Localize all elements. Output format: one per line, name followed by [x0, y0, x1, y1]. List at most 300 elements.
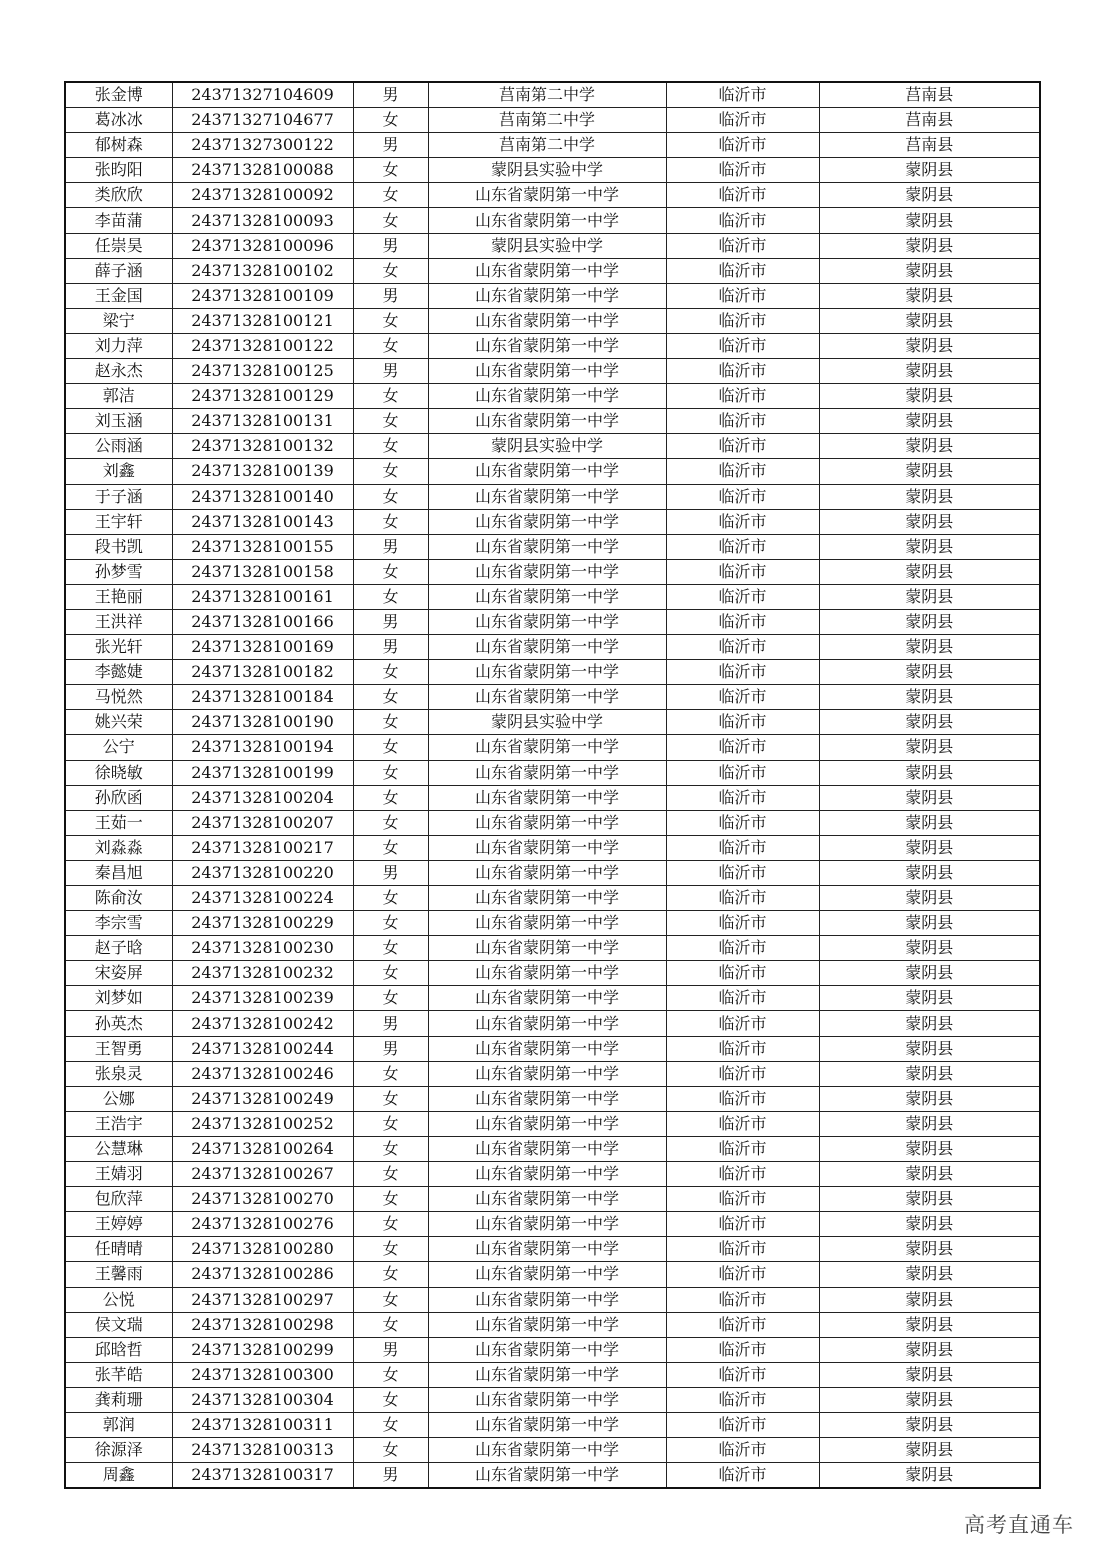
cell-city: 临沂市 [666, 258, 819, 283]
table-row [65, 434, 1040, 459]
table-row [65, 860, 1040, 885]
cell-name: 王金国 [65, 283, 172, 308]
cell-name: 马悦然 [65, 685, 172, 710]
cell-city: 临沂市 [666, 534, 819, 559]
cell-gender: 男 [353, 1337, 428, 1362]
cell-exam-id: 24371328100242 [172, 1011, 353, 1036]
table-row [65, 459, 1040, 484]
cell-name: 薛子涵 [65, 258, 172, 283]
cell-name: 王茹一 [65, 810, 172, 835]
cell-school: 山东省蒙阴第一中学 [428, 785, 666, 810]
cell-county: 蒙阴县 [819, 534, 1040, 559]
cell-name: 王浩宇 [65, 1111, 172, 1136]
cell-name: 陈俞汝 [65, 886, 172, 911]
cell-city: 临沂市 [666, 760, 819, 785]
table-row [65, 559, 1040, 584]
cell-county: 蒙阴县 [819, 559, 1040, 584]
cell-school: 山东省蒙阴第一中学 [428, 660, 666, 685]
table-row [65, 183, 1040, 208]
cell-city: 临沂市 [666, 911, 819, 936]
cell-county: 蒙阴县 [819, 1237, 1040, 1262]
cell-gender: 女 [353, 1287, 428, 1312]
cell-exam-id: 24371328100102 [172, 258, 353, 283]
table-row [65, 685, 1040, 710]
cell-gender: 女 [353, 961, 428, 986]
cell-school: 山东省蒙阴第一中学 [428, 559, 666, 584]
cell-city: 临沂市 [666, 1086, 819, 1111]
cell-school: 山东省蒙阴第一中学 [428, 283, 666, 308]
cell-exam-id: 24371328100199 [172, 760, 353, 785]
cell-school: 山东省蒙阴第一中学 [428, 459, 666, 484]
cell-county: 蒙阴县 [819, 760, 1040, 785]
table-row [65, 534, 1040, 559]
cell-county: 蒙阴县 [819, 208, 1040, 233]
cell-name: 公慧琳 [65, 1136, 172, 1161]
table-body [65, 82, 1040, 1488]
cell-county: 蒙阴县 [819, 509, 1040, 534]
cell-gender: 女 [353, 1237, 428, 1262]
table-row [65, 886, 1040, 911]
cell-city: 临沂市 [666, 1212, 819, 1237]
cell-gender: 男 [353, 133, 428, 158]
cell-exam-id: 24371328100220 [172, 860, 353, 885]
cell-gender: 男 [353, 359, 428, 384]
cell-gender: 男 [353, 1036, 428, 1061]
table-row [65, 1011, 1040, 1036]
table-row [65, 1287, 1040, 1312]
cell-county: 蒙阴县 [819, 384, 1040, 409]
cell-city: 临沂市 [666, 1061, 819, 1086]
cell-name: 公悦 [65, 1287, 172, 1312]
cell-gender: 女 [353, 208, 428, 233]
cell-exam-id: 24371328100121 [172, 308, 353, 333]
cell-exam-id: 24371328100109 [172, 283, 353, 308]
cell-gender: 女 [353, 384, 428, 409]
cell-name: 葛冰冰 [65, 108, 172, 133]
cell-county: 蒙阴县 [819, 936, 1040, 961]
cell-county: 蒙阴县 [819, 1438, 1040, 1463]
cell-gender: 女 [353, 1262, 428, 1287]
cell-gender: 女 [353, 1412, 428, 1437]
cell-city: 临沂市 [666, 509, 819, 534]
cell-gender: 男 [353, 860, 428, 885]
cell-exam-id: 24371328100166 [172, 609, 353, 634]
cell-gender: 男 [353, 233, 428, 258]
cell-exam-id: 24371328100317 [172, 1463, 353, 1489]
cell-county: 蒙阴县 [819, 1463, 1040, 1489]
cell-county: 莒南县 [819, 82, 1040, 108]
cell-exam-id: 24371328100092 [172, 183, 353, 208]
cell-county: 蒙阴县 [819, 685, 1040, 710]
cell-school: 山东省蒙阴第一中学 [428, 183, 666, 208]
student-list-table [64, 81, 1041, 1489]
cell-city: 临沂市 [666, 208, 819, 233]
cell-name: 龚莉珊 [65, 1387, 172, 1412]
table-row [65, 1438, 1040, 1463]
table-row [65, 108, 1040, 133]
cell-city: 临沂市 [666, 1387, 819, 1412]
table-row [65, 1212, 1040, 1237]
cell-city: 临沂市 [666, 183, 819, 208]
cell-county: 蒙阴县 [819, 835, 1040, 860]
cell-gender: 男 [353, 609, 428, 634]
cell-city: 临沂市 [666, 333, 819, 358]
cell-name: 张金博 [65, 82, 172, 108]
cell-gender: 女 [353, 333, 428, 358]
cell-county: 蒙阴县 [819, 308, 1040, 333]
cell-county: 蒙阴县 [819, 810, 1040, 835]
cell-exam-id: 24371328100139 [172, 459, 353, 484]
cell-name: 张光轩 [65, 635, 172, 660]
cell-exam-id: 24371328100300 [172, 1362, 353, 1387]
cell-county: 蒙阴县 [819, 409, 1040, 434]
cell-county: 蒙阴县 [819, 911, 1040, 936]
cell-gender: 女 [353, 459, 428, 484]
cell-name: 宋姿屏 [65, 961, 172, 986]
cell-city: 临沂市 [666, 359, 819, 384]
cell-gender: 女 [353, 785, 428, 810]
cell-exam-id: 24371328100249 [172, 1086, 353, 1111]
table-row [65, 1337, 1040, 1362]
cell-exam-id: 24371328100131 [172, 409, 353, 434]
cell-name: 任晴晴 [65, 1237, 172, 1262]
cell-county: 蒙阴县 [819, 1387, 1040, 1412]
cell-name: 王宇轩 [65, 509, 172, 534]
watermark-text: 高考直通车 [964, 1513, 1074, 1537]
cell-school: 山东省蒙阴第一中学 [428, 584, 666, 609]
cell-school: 山东省蒙阴第一中学 [428, 359, 666, 384]
cell-gender: 女 [353, 1312, 428, 1337]
cell-exam-id: 24371328100244 [172, 1036, 353, 1061]
table-row [65, 208, 1040, 233]
cell-exam-id: 24371328100280 [172, 1237, 353, 1262]
cell-school: 山东省蒙阴第一中学 [428, 911, 666, 936]
table-row [65, 635, 1040, 660]
cell-name: 段书凯 [65, 534, 172, 559]
table-row [65, 1362, 1040, 1387]
cell-name: 王洪祥 [65, 609, 172, 634]
cell-gender: 女 [353, 986, 428, 1011]
cell-name: 孙梦雪 [65, 559, 172, 584]
table-row [65, 986, 1040, 1011]
cell-school: 莒南第二中学 [428, 82, 666, 108]
cell-school: 莒南第二中学 [428, 133, 666, 158]
cell-exam-id: 24371328100169 [172, 635, 353, 660]
cell-city: 临沂市 [666, 1262, 819, 1287]
table-row [65, 1312, 1040, 1337]
cell-exam-id: 24371328100184 [172, 685, 353, 710]
cell-school: 山东省蒙阴第一中学 [428, 1061, 666, 1086]
cell-city: 临沂市 [666, 434, 819, 459]
table-row [65, 1136, 1040, 1161]
table-row [65, 308, 1040, 333]
cell-gender: 男 [353, 534, 428, 559]
table-row [65, 760, 1040, 785]
cell-school: 山东省蒙阴第一中学 [428, 1312, 666, 1337]
table-row [65, 1387, 1040, 1412]
table-row [65, 258, 1040, 283]
cell-exam-id: 24371328100276 [172, 1212, 353, 1237]
cell-school: 山东省蒙阴第一中学 [428, 1187, 666, 1212]
cell-gender: 女 [353, 1111, 428, 1136]
cell-gender: 女 [353, 685, 428, 710]
cell-gender: 女 [353, 710, 428, 735]
cell-school: 山东省蒙阴第一中学 [428, 1011, 666, 1036]
table-row [65, 835, 1040, 860]
cell-county: 蒙阴县 [819, 434, 1040, 459]
cell-name: 郁树森 [65, 133, 172, 158]
cell-name: 李苗蒲 [65, 208, 172, 233]
cell-name: 王婧羽 [65, 1162, 172, 1187]
cell-name: 王艳丽 [65, 584, 172, 609]
table-row [65, 333, 1040, 358]
cell-city: 临沂市 [666, 584, 819, 609]
cell-name: 侯文瑞 [65, 1312, 172, 1337]
cell-exam-id: 24371328100298 [172, 1312, 353, 1337]
cell-name: 刘鑫 [65, 459, 172, 484]
cell-school: 山东省蒙阴第一中学 [428, 333, 666, 358]
cell-gender: 女 [353, 484, 428, 509]
cell-exam-id: 24371327104677 [172, 108, 353, 133]
cell-name: 秦昌旭 [65, 860, 172, 885]
table-row [65, 1086, 1040, 1111]
cell-city: 临沂市 [666, 108, 819, 133]
cell-name: 郭洁 [65, 384, 172, 409]
table-row [65, 609, 1040, 634]
cell-county: 蒙阴县 [819, 1212, 1040, 1237]
cell-gender: 女 [353, 1187, 428, 1212]
cell-city: 临沂市 [666, 1187, 819, 1212]
cell-gender: 男 [353, 1011, 428, 1036]
cell-school: 山东省蒙阴第一中学 [428, 1362, 666, 1387]
cell-city: 临沂市 [666, 785, 819, 810]
cell-city: 临沂市 [666, 810, 819, 835]
cell-city: 临沂市 [666, 133, 819, 158]
cell-exam-id: 24371328100313 [172, 1438, 353, 1463]
cell-exam-id: 24371328100297 [172, 1287, 353, 1312]
table-row [65, 1162, 1040, 1187]
cell-exam-id: 24371328100096 [172, 233, 353, 258]
cell-city: 临沂市 [666, 660, 819, 685]
cell-school: 山东省蒙阴第一中学 [428, 735, 666, 760]
cell-county: 蒙阴县 [819, 1136, 1040, 1161]
cell-school: 山东省蒙阴第一中学 [428, 936, 666, 961]
cell-city: 临沂市 [666, 1011, 819, 1036]
table-row [65, 1187, 1040, 1212]
cell-name: 徐源泽 [65, 1438, 172, 1463]
cell-city: 临沂市 [666, 384, 819, 409]
cell-name: 刘力萍 [65, 333, 172, 358]
cell-exam-id: 24371328100158 [172, 559, 353, 584]
cell-gender: 女 [353, 158, 428, 183]
cell-name: 周鑫 [65, 1463, 172, 1489]
cell-school: 山东省蒙阴第一中学 [428, 1162, 666, 1187]
cell-gender: 女 [353, 559, 428, 584]
cell-name: 孙欣函 [65, 785, 172, 810]
cell-name: 孙英杰 [65, 1011, 172, 1036]
cell-gender: 女 [353, 735, 428, 760]
cell-city: 临沂市 [666, 283, 819, 308]
cell-school: 山东省蒙阴第一中学 [428, 685, 666, 710]
cell-exam-id: 24371328100267 [172, 1162, 353, 1187]
cell-exam-id: 24371328100217 [172, 835, 353, 860]
cell-county: 蒙阴县 [819, 484, 1040, 509]
cell-exam-id: 24371328100088 [172, 158, 353, 183]
cell-city: 临沂市 [666, 1136, 819, 1161]
cell-county: 蒙阴县 [819, 1262, 1040, 1287]
cell-school: 山东省蒙阴第一中学 [428, 409, 666, 434]
cell-name: 公雨涵 [65, 434, 172, 459]
cell-exam-id: 24371328100143 [172, 509, 353, 534]
table-row [65, 1412, 1040, 1437]
cell-city: 临沂市 [666, 559, 819, 584]
cell-city: 临沂市 [666, 961, 819, 986]
cell-exam-id: 24371328100246 [172, 1061, 353, 1086]
cell-county: 蒙阴县 [819, 283, 1040, 308]
cell-county: 蒙阴县 [819, 886, 1040, 911]
cell-school: 山东省蒙阴第一中学 [428, 1262, 666, 1287]
cell-school: 山东省蒙阴第一中学 [428, 1212, 666, 1237]
cell-city: 临沂市 [666, 860, 819, 885]
cell-gender: 女 [353, 911, 428, 936]
table-row [65, 133, 1040, 158]
cell-name: 王婷婷 [65, 1212, 172, 1237]
cell-school: 山东省蒙阴第一中学 [428, 1412, 666, 1437]
cell-city: 临沂市 [666, 82, 819, 108]
cell-school: 蒙阴县实验中学 [428, 233, 666, 258]
cell-county: 莒南县 [819, 133, 1040, 158]
table-row [65, 158, 1040, 183]
table-row [65, 1262, 1040, 1287]
cell-county: 蒙阴县 [819, 1036, 1040, 1061]
cell-county: 蒙阴县 [819, 1412, 1040, 1437]
cell-county: 蒙阴县 [819, 1362, 1040, 1387]
cell-name: 类欣欣 [65, 183, 172, 208]
cell-county: 蒙阴县 [819, 158, 1040, 183]
cell-name: 张昀阳 [65, 158, 172, 183]
cell-city: 临沂市 [666, 1337, 819, 1362]
cell-name: 王馨雨 [65, 1262, 172, 1287]
cell-city: 临沂市 [666, 1312, 819, 1337]
cell-city: 临沂市 [666, 986, 819, 1011]
table-row [65, 810, 1040, 835]
cell-county: 蒙阴县 [819, 1111, 1040, 1136]
cell-exam-id: 24371328100093 [172, 208, 353, 233]
cell-city: 临沂市 [666, 459, 819, 484]
cell-exam-id: 24371328100229 [172, 911, 353, 936]
cell-gender: 女 [353, 835, 428, 860]
cell-exam-id: 24371328100239 [172, 986, 353, 1011]
table-row [65, 584, 1040, 609]
cell-county: 蒙阴县 [819, 1287, 1040, 1312]
table-row [65, 1036, 1040, 1061]
cell-exam-id: 24371328100264 [172, 1136, 353, 1161]
table-row [65, 82, 1040, 108]
cell-school: 山东省蒙阴第一中学 [428, 258, 666, 283]
cell-gender: 女 [353, 308, 428, 333]
cell-gender: 女 [353, 1136, 428, 1161]
cell-county: 蒙阴县 [819, 1086, 1040, 1111]
table-row [65, 961, 1040, 986]
cell-city: 临沂市 [666, 1412, 819, 1437]
table-row [65, 911, 1040, 936]
cell-county: 蒙阴县 [819, 710, 1040, 735]
cell-city: 临沂市 [666, 735, 819, 760]
cell-county: 蒙阴县 [819, 1337, 1040, 1362]
cell-city: 临沂市 [666, 1438, 819, 1463]
cell-gender: 女 [353, 1086, 428, 1111]
cell-school: 山东省蒙阴第一中学 [428, 1237, 666, 1262]
cell-city: 临沂市 [666, 233, 819, 258]
cell-county: 蒙阴县 [819, 584, 1040, 609]
cell-exam-id: 24371328100270 [172, 1187, 353, 1212]
cell-city: 临沂市 [666, 484, 819, 509]
cell-school: 山东省蒙阴第一中学 [428, 860, 666, 885]
cell-name: 李宗雪 [65, 911, 172, 936]
cell-city: 临沂市 [666, 1287, 819, 1312]
cell-city: 临沂市 [666, 158, 819, 183]
table-row [65, 359, 1040, 384]
cell-exam-id: 24371328100161 [172, 584, 353, 609]
cell-gender: 女 [353, 1438, 428, 1463]
table-row [65, 735, 1040, 760]
cell-county: 蒙阴县 [819, 735, 1040, 760]
cell-county: 蒙阴县 [819, 785, 1040, 810]
cell-name: 姚兴荣 [65, 710, 172, 735]
cell-city: 临沂市 [666, 1111, 819, 1136]
table-row [65, 785, 1040, 810]
cell-exam-id: 24371328100190 [172, 710, 353, 735]
cell-exam-id: 24371328100140 [172, 484, 353, 509]
cell-school: 蒙阴县实验中学 [428, 710, 666, 735]
cell-gender: 女 [353, 1061, 428, 1086]
table-row [65, 384, 1040, 409]
cell-exam-id: 24371328100122 [172, 333, 353, 358]
cell-gender: 女 [353, 584, 428, 609]
cell-city: 临沂市 [666, 1162, 819, 1187]
cell-city: 临沂市 [666, 886, 819, 911]
table-row [65, 409, 1040, 434]
cell-gender: 女 [353, 1162, 428, 1187]
table-row [65, 509, 1040, 534]
cell-county: 蒙阴县 [819, 1312, 1040, 1337]
cell-exam-id: 24371328100224 [172, 886, 353, 911]
cell-gender: 女 [353, 1362, 428, 1387]
cell-city: 临沂市 [666, 409, 819, 434]
cell-school: 山东省蒙阴第一中学 [428, 384, 666, 409]
cell-name: 赵永杰 [65, 359, 172, 384]
cell-school: 山东省蒙阴第一中学 [428, 534, 666, 559]
cell-city: 临沂市 [666, 685, 819, 710]
cell-name: 邱晗哲 [65, 1337, 172, 1362]
cell-school: 山东省蒙阴第一中学 [428, 986, 666, 1011]
cell-name: 包欣萍 [65, 1187, 172, 1212]
cell-exam-id: 24371328100304 [172, 1387, 353, 1412]
table-row [65, 1061, 1040, 1086]
cell-school: 山东省蒙阴第一中学 [428, 760, 666, 785]
cell-name: 郭润 [65, 1412, 172, 1437]
cell-gender: 女 [353, 183, 428, 208]
cell-exam-id: 24371328100129 [172, 384, 353, 409]
table-row [65, 283, 1040, 308]
cell-county: 蒙阴县 [819, 258, 1040, 283]
cell-name: 公宁 [65, 735, 172, 760]
cell-gender: 女 [353, 509, 428, 534]
cell-gender: 男 [353, 82, 428, 108]
cell-school: 山东省蒙阴第一中学 [428, 1463, 666, 1489]
cell-city: 临沂市 [666, 1036, 819, 1061]
cell-school: 山东省蒙阴第一中学 [428, 1136, 666, 1161]
